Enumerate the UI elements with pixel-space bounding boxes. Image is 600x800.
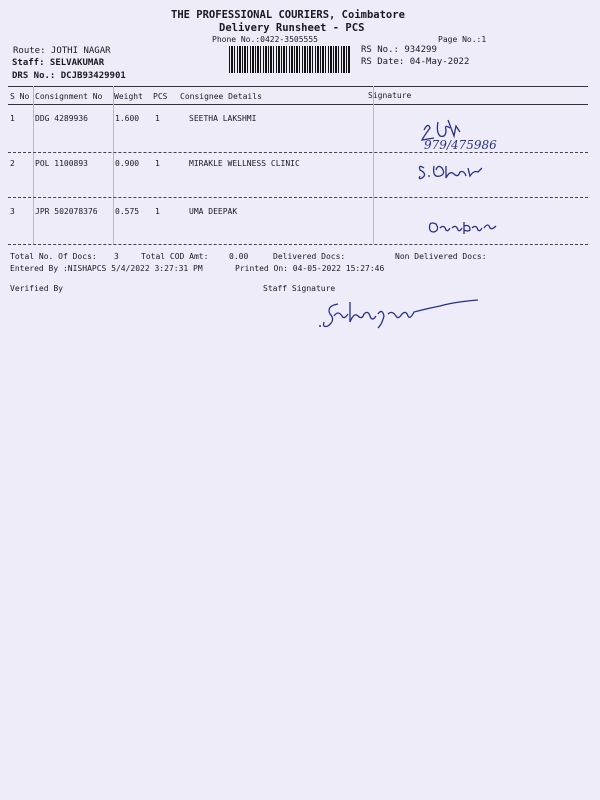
cod-value: 0.00 [229,252,249,261]
row-consignee: SEETHA LAKSHMI [189,114,257,123]
row-sno: 2 [10,159,15,168]
row-consignment: POL 1100893 [35,159,88,168]
row-weight: 0.575 [115,207,140,216]
rs-date: RS Date: 04-May-2022 [361,57,470,67]
row-sno: 1 [10,114,15,123]
table-header-border [8,104,588,105]
staff-signature [318,294,488,342]
row-weight: 1.600 [115,114,140,123]
signature-3 [426,218,506,240]
page-number: Page No.:1 [438,35,487,44]
rs-number: RS No.: 934299 [361,45,437,55]
header-weight: Weight [114,92,143,101]
header-signature: Signature [368,91,412,100]
delivered-docs-label: Delivered Docs: [273,252,346,261]
drs-number: DRS No.: DCJB93429901 [12,71,126,81]
column-divider [113,86,114,244]
company-name: THE PROFESSIONAL COURIERS, Coimbatore [171,9,405,21]
staff: Staff: SELVAKUMAR [12,58,105,68]
row-pcs: 1 [155,114,160,123]
row-pcs: 1 [155,207,160,216]
row-separator [8,152,588,153]
runsheet-title: Delivery Runsheet - PCS [219,22,365,34]
total-docs-label: Total No. Of Docs: [10,252,97,261]
header-pcs: PCS [153,92,168,101]
non-delivered-docs-label: Non Delivered Docs: [395,252,487,261]
phone-number: Phone No.:0422-3505555 [212,35,318,44]
row-pcs: 1 [155,159,160,168]
entered-by: Entered By :NISHAPCS 5/4/2022 3:27:31 PM [10,264,203,273]
verified-by-label: Verified By [10,284,63,293]
route: Route: JOTHI NAGAR [13,46,111,56]
header-consignee: Consignee Details [180,92,262,101]
row-separator [8,244,588,245]
barcode [229,46,351,73]
header-consignment: Consignment No [35,92,103,101]
signature-2 [416,160,496,186]
row-consignee: MIRAKLE WELLNESS CLINIC [189,159,300,168]
row-separator [8,197,588,198]
staff-signature-label: Staff Signature [263,284,336,293]
column-divider [373,86,374,244]
row-consignment: JPR 502078376 [35,207,98,216]
header-sno: S No [10,92,30,101]
total-docs-value: 3 [114,252,119,261]
row-consignment: DDG 4289936 [35,114,88,123]
row-weight: 0.900 [115,159,140,168]
printed-on: Printed On: 04-05-2022 15:27:46 [235,264,385,273]
column-divider [33,86,34,244]
cod-label: Total COD Amt: [141,252,209,261]
table-top-border [8,86,588,87]
row-consignee: UMA DEEPAK [189,207,238,216]
row-sno: 3 [10,207,15,216]
signature-phone: 979/475986 [424,138,497,152]
